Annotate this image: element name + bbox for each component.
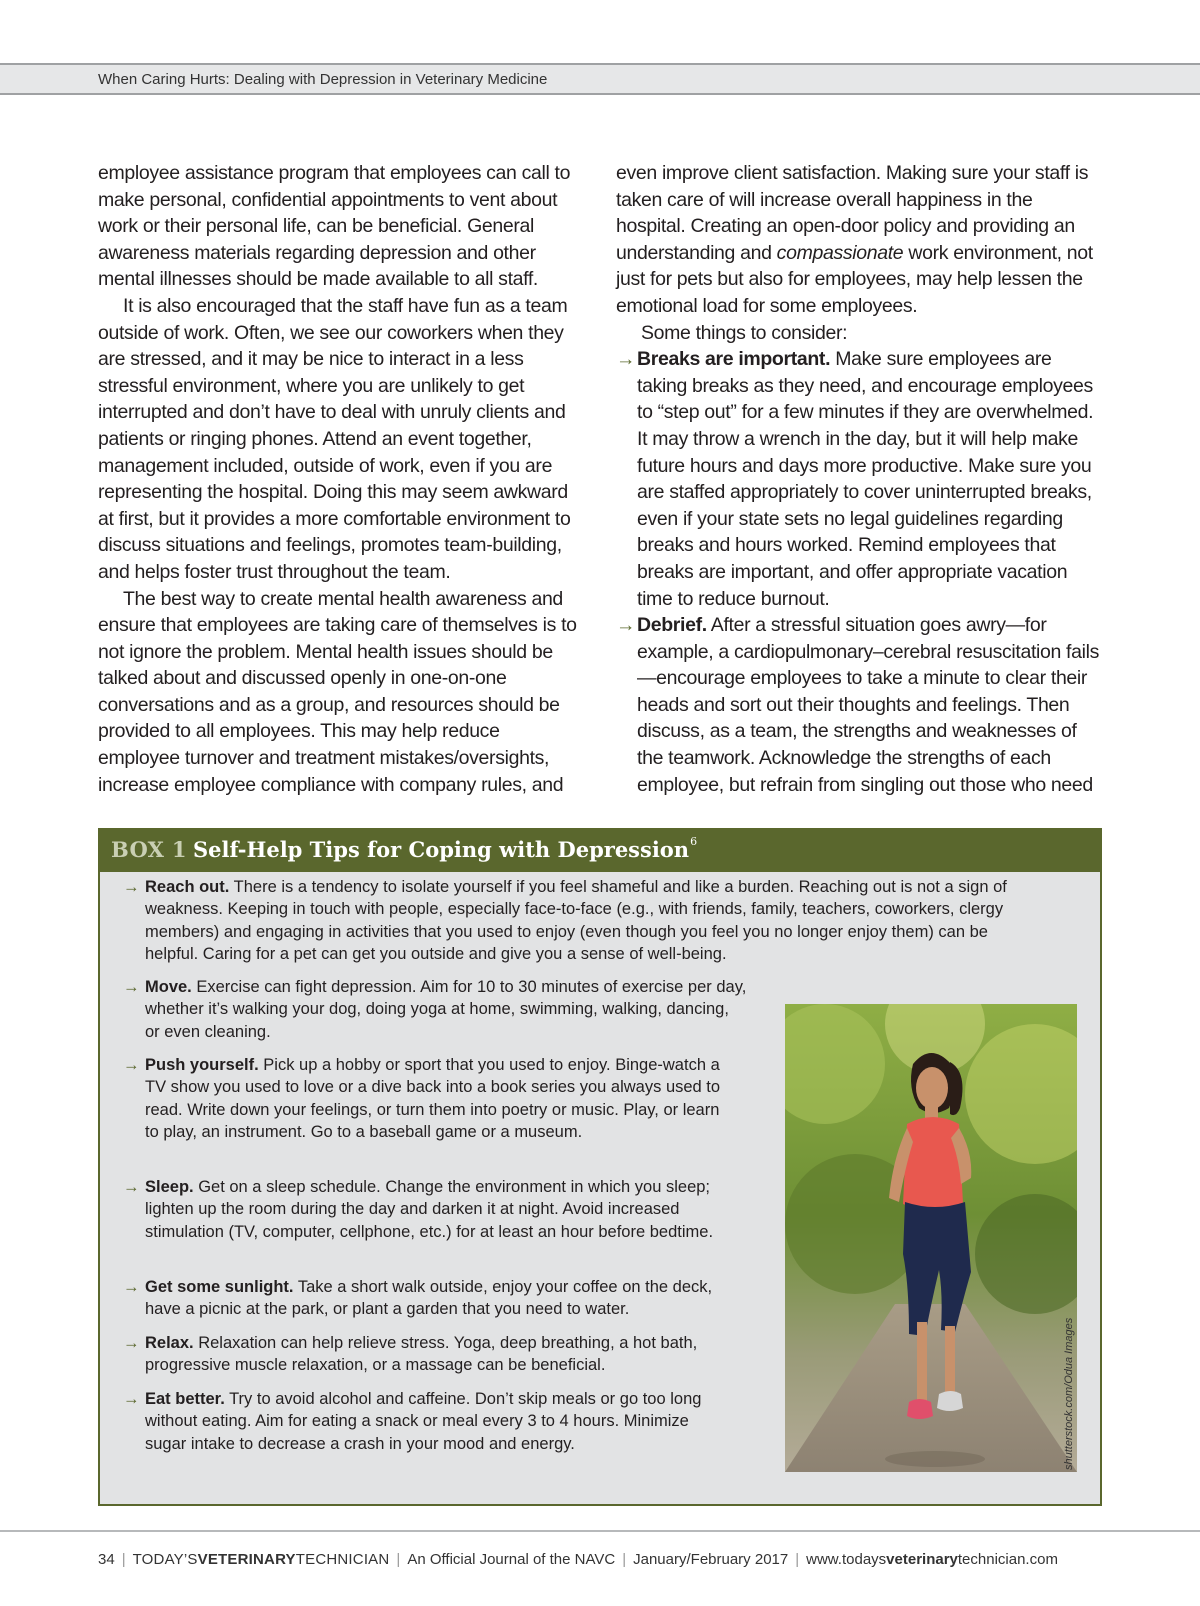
tip-item xyxy=(123,1332,718,1377)
tip-lead: Reach out. xyxy=(145,878,230,896)
paragraph: employee assistance program that employees can call to make personal, confidential appointments to vent about work or their personal life, can be beneficial. General awareness materials regarding depression and other mental illnesses should be made available to all staff. xyxy=(98,162,571,291)
tip-text: Pick up a hobby or sport that you used to enjoy. Binge-watch a TV show you used to love or a dive back into a book series you always used to read. Write down your feelings, or turn them into poetry or music. Play, or learn to play, an instrument. Go to a baseball game or a museum. xyxy=(145,1056,721,1142)
emphasis: compassionate xyxy=(776,241,904,264)
tip-lead: Relax. xyxy=(145,1334,194,1352)
bullet-text: After a stressful situation goes awry—for example, a cardiopulmonary–cerebral resuscitation fails—encourage employees to take a minute to clear their heads and sort out their thoughts and feelings. Then discuss, as a team, the strengths and weaknesses of the teamwork. Acknowledge the strengths of each employee, but refrain from singling out those who need xyxy=(637,614,1099,796)
tip-text: Relaxation can help relieve stress. Yoga, deep breathing, a hot bath, progressive muscle relaxation, or a massage can be beneficial. xyxy=(145,1334,698,1375)
running-title: When Caring Hurts: Dealing with Depression in Veterinary Medicine xyxy=(98,71,548,88)
paragraph xyxy=(616,160,1102,320)
divider: | xyxy=(396,1551,401,1568)
jogging-woman-photo xyxy=(785,1004,1077,1472)
tip-lead: Push yourself. xyxy=(145,1056,259,1074)
text-run: even improve client satisfaction. Making sure your staff is taken care of will increase overall happiness in the hospital. Creating an open-door policy and providing an understanding and xyxy=(616,162,1089,264)
photo-illustration xyxy=(785,1004,1077,1472)
box-title-text: Self-Help Tips for Coping with Depression xyxy=(193,837,690,862)
arrow-right-icon: → xyxy=(123,878,140,896)
tip-text: Take a short walk outside, enjoy your coffee on the deck, have a picnic at the park, or plant a garden that you need to water. xyxy=(145,1278,713,1319)
footer-line xyxy=(98,1551,1058,1568)
tip-item xyxy=(123,1388,728,1455)
tip-text: There is a tendency to isolate yourself if you feel shameful and like a burden. Reaching out is not a sign of weakness. Keeping in touch with people, especially face-to-face (e.g., with friends, family, teachers, coworkers, clergy members) and engaging in activities that you used to enjoy (even though you feel you no longer enjoy them) can be helpful. Caring for a pet can get you outside and give you a sense of well-being. xyxy=(145,878,1007,964)
brand-part: TECHNICIAN xyxy=(295,1551,390,1568)
reference-number: 6 xyxy=(690,835,698,848)
arrow-right-icon: → xyxy=(616,348,636,371)
url-part: technician.com xyxy=(957,1551,1058,1568)
running-header xyxy=(0,63,1200,95)
text-run: work environment, not just for pets but also for employees, may help lessen the emotional load for some employees. xyxy=(616,241,1093,317)
bullet-item xyxy=(616,612,1102,798)
divider: | xyxy=(622,1551,627,1568)
sidebar-box xyxy=(98,828,1102,1506)
arrow-right-icon: → xyxy=(123,978,140,996)
tip-lead: Sleep. xyxy=(145,1178,194,1196)
bullet-text: Make sure employees are taking breaks as they need, and encourage employees to “step out” for a few minutes if they are overwhelmed. It may throw a wrench in the day, but it will help make future hours and days more productive. Make sure you are staffed appropriately to cover uninterrupted breaks, even if your state sets no legal guidelines regarding breaks and hours worked. Remind employees that breaks are important, and offer appropriate vacation time to reduce burnout. xyxy=(637,348,1094,610)
tip-item xyxy=(123,876,1043,966)
bullet-item xyxy=(616,346,1102,612)
arrow-right-icon: → xyxy=(123,1278,140,1296)
tip-lead: Eat better. xyxy=(145,1390,225,1408)
paragraph: It is also encouraged that the staff have fun as a team outside of work. Often, we see our coworkers when they are stressed, and it may be nice to interact in a less stressful environment, where you are unlikely to get interrupted and don’t have to deal with unruly clients and patients or ringing phones. Attend an event together, management included, outside of work, even if you are representing the hospital. Doing this may seem awkward at first, but it provides a more comfortable environment to discuss situations and feelings, promotes team-building, and helps foster trust throughout the team. xyxy=(98,294,571,583)
bullet-lead: Breaks are important. xyxy=(637,348,831,371)
box-title xyxy=(193,837,697,862)
bullet-lead: Debrief. xyxy=(637,614,707,637)
page-number: 34 xyxy=(98,1551,115,1568)
issue-date: January/February 2017 xyxy=(633,1551,789,1568)
paragraph: The best way to create mental health awareness and ensure that employees are taking care of themselves is to not ignore the problem. Mental health issues should be talked about and discussed openly in one-on-one conversations and as a group, and resources should be provided to all employees. This may help reduce employee turnover and treatment mistakes/oversights, increase employee compliance with company rules, and xyxy=(98,587,577,796)
arrow-right-icon: → xyxy=(123,1056,140,1074)
tip-item xyxy=(123,976,748,1043)
right-column xyxy=(616,160,1102,798)
tip-item xyxy=(123,1176,728,1243)
tip-text: Get on a sleep schedule. Change the environment in which you sleep; lighten up the room during the day and darken it at night. Avoid increased stimulation (TV, computer, cellphone, etc.) for at least an hour before bedtime. xyxy=(145,1178,714,1241)
arrow-right-icon: → xyxy=(616,614,636,637)
url-part: veterinary xyxy=(886,1551,958,1568)
tip-item xyxy=(123,1054,728,1144)
brand-part: VETERINARY xyxy=(197,1551,296,1568)
divider: | xyxy=(121,1551,126,1568)
tip-lead: Move. xyxy=(145,978,192,996)
tip-text: Exercise can fight depression. Aim for 10 to 30 minutes of exercise per day, whether it’s walking your dog, doing yoga at home, swimming, walking, dancing, or even cleaning. xyxy=(145,978,747,1041)
journal-tagline: An Official Journal of the NAVC xyxy=(407,1551,616,1568)
paragraph: Some things to consider: xyxy=(641,321,848,344)
brand-part: TODAY’S xyxy=(132,1551,198,1568)
arrow-right-icon: → xyxy=(123,1390,140,1408)
arrow-right-icon: → xyxy=(123,1334,140,1352)
box-label: BOX 1 xyxy=(111,837,187,862)
photo-credit: shutterstock.com/Odua Images xyxy=(1063,1317,1075,1470)
tip-lead: Get some sunlight. xyxy=(145,1278,294,1296)
page-footer xyxy=(0,1530,1200,1568)
tip-text: Try to avoid alcohol and caffeine. Don’t skip meals or go too long without eating. Aim for eating a snack or meal every 3 to 4 hours. Minimize sugar intake to decrease a crash in your mood and energy. xyxy=(145,1390,702,1453)
left-column xyxy=(98,160,578,798)
box-header xyxy=(100,830,1100,872)
tip-item xyxy=(123,1276,743,1321)
url-part: www.todays xyxy=(806,1551,887,1568)
website-link[interactable] xyxy=(806,1551,1058,1568)
divider: | xyxy=(795,1551,800,1568)
arrow-right-icon: → xyxy=(123,1178,140,1196)
